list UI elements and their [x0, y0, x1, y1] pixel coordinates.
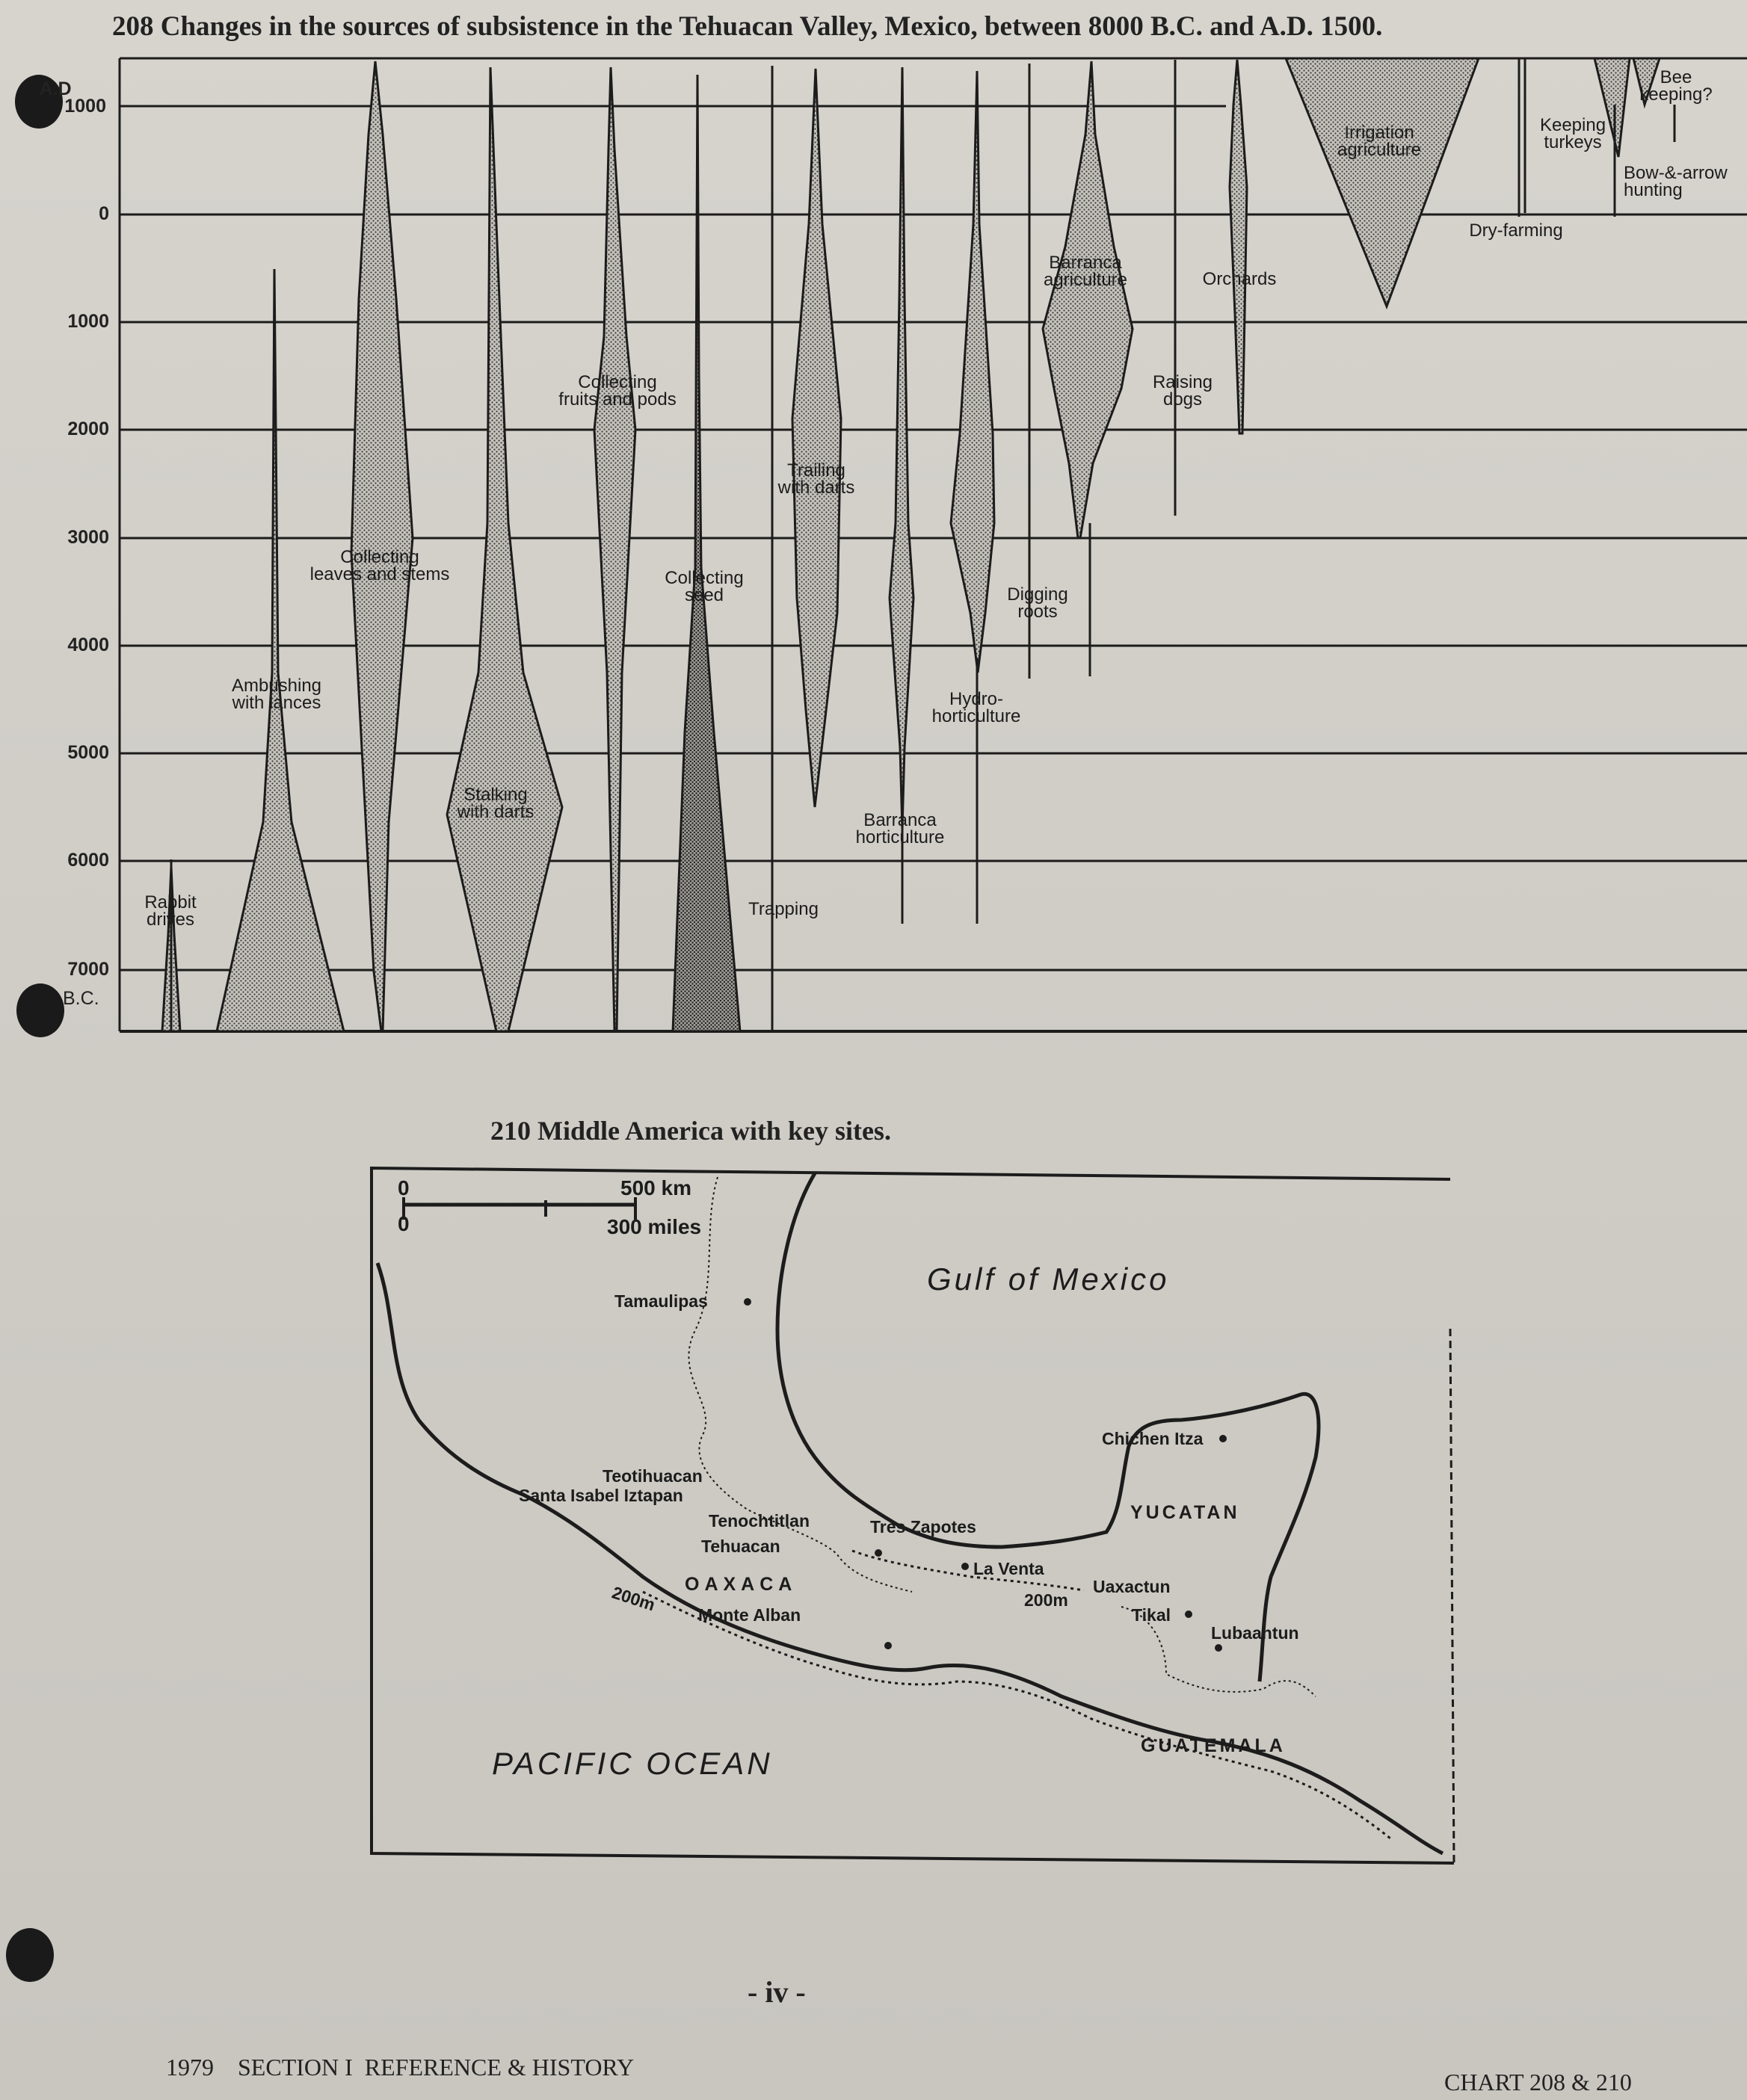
label-gulf-of-mexico: Gulf of Mexico — [927, 1261, 1170, 1297]
label-collecting-leaves-and-stems: Collecting leaves and stems — [309, 547, 450, 584]
label-barranca-horticulture: Barranca horticulture — [855, 810, 945, 847]
label-orchards: Orchards — [1202, 269, 1277, 289]
y-label-1000-ad: 1000 — [64, 96, 106, 117]
site-uaxactun: Uaxactun — [1093, 1577, 1171, 1596]
site-monte-alban: Monte Alban — [698, 1605, 801, 1625]
site-tres-zapotes: Tres Zapotes — [870, 1517, 976, 1537]
chart-208-title: 208 Changes in the sources of subsistence in the Tehuacan Valley, Mexico, between 8000 B.C. and A.D. 1500. — [112, 11, 1383, 42]
y-label-5000: 5000 — [67, 742, 109, 763]
y-label-6000: 6000 — [67, 850, 109, 871]
label-trapping: Trapping — [748, 899, 819, 919]
depth-label-left: 200m — [609, 1582, 658, 1615]
label-trailing-with-darts: Trailing with darts — [777, 460, 855, 498]
dot-tikal — [1185, 1610, 1192, 1618]
label-irrigation-agriculture: Irrigation agriculture — [1337, 123, 1422, 160]
y-label-4000: 4000 — [67, 634, 109, 655]
label-bow-arrow-hunting: Bow-&-arrow hunting — [1624, 163, 1728, 200]
label-raising-dogs: Raising dogs — [1152, 372, 1213, 410]
scale-zero-bottom: 0 — [398, 1212, 410, 1235]
dot-chichen-itza — [1219, 1435, 1227, 1442]
y-label-0: 0 — [99, 203, 109, 224]
y-label-bc: B.C. — [63, 988, 99, 1009]
site-tenochtitlan: Tenochtitlan — [709, 1511, 810, 1531]
map-210-title: 210 Middle America with key sites. — [490, 1116, 891, 1146]
footer-left: 1979 SECTION I REFERENCE & HISTORY — [166, 2054, 635, 2081]
dot-la-venta — [961, 1563, 969, 1570]
label-stalking-with-darts: Stalking with darts — [457, 785, 534, 822]
y-label-2000: 2000 — [67, 419, 109, 439]
site-tehuacan: Tehuacan — [701, 1537, 780, 1556]
label-keeping-turkeys: Keeping turkeys — [1539, 115, 1606, 152]
label-pacific-ocean: PACIFIC OCEAN — [492, 1746, 773, 1781]
scale-label-km: 500 km — [620, 1176, 691, 1199]
label-bee-keeping: Bee keeping? — [1639, 67, 1713, 105]
label-barranca-agriculture: Barranca agriculture — [1043, 253, 1128, 290]
scale-zero-top: 0 — [398, 1176, 410, 1199]
region-oaxaca: OAXACA — [685, 1574, 798, 1595]
depth-label-right: 200m — [1024, 1590, 1068, 1610]
footer-right: CHART 208 & 210 — [1444, 2069, 1632, 2096]
y-label-7000: 7000 — [67, 959, 109, 980]
site-tamaulipas: Tamaulipas — [614, 1291, 708, 1311]
label-collecting-seed: Collecting seed — [665, 568, 744, 605]
dot-tres-zapotes — [875, 1549, 882, 1557]
y-label-3000: 3000 — [67, 527, 109, 548]
site-la-venta: La Venta — [973, 1559, 1044, 1578]
label-rabbit-drives: Rabbit drives — [144, 892, 197, 930]
label-collecting-fruits-and-pods: Collecting fruits and pods — [558, 372, 677, 410]
label-dry-farming: Dry-farming — [1469, 220, 1563, 241]
site-lubaantun: Lubaantun — [1211, 1623, 1299, 1643]
site-teotihuacan: Teotihuacan — [603, 1466, 703, 1486]
label-digging-roots: Digging roots — [1007, 584, 1068, 622]
region-yucatan: YUCATAN — [1130, 1502, 1240, 1523]
dot-lubaantun — [1215, 1644, 1222, 1652]
y-label-1000: 1000 — [67, 311, 109, 332]
map-frame-right-dashed — [1450, 1329, 1454, 1863]
label-ambushing-with-lances: Ambushing with lances — [231, 676, 322, 713]
label-hydro-horticulture: Hydro- horticulture — [931, 689, 1021, 726]
site-santa-isabel-iztapan: Santa Isabel Iztapan — [519, 1486, 683, 1505]
dot-coastal-site — [884, 1642, 892, 1649]
scale-label-miles: 300 miles — [607, 1215, 702, 1238]
dot-tamaulipas — [744, 1298, 751, 1306]
site-chichen-itza: Chichen Itza — [1102, 1429, 1204, 1448]
site-tikal: Tikal — [1132, 1605, 1171, 1625]
region-guatemala: GUATEMALA — [1141, 1735, 1286, 1756]
page-number: - iv - — [748, 1975, 806, 2009]
y-label-ad: A.D — [39, 78, 72, 99]
